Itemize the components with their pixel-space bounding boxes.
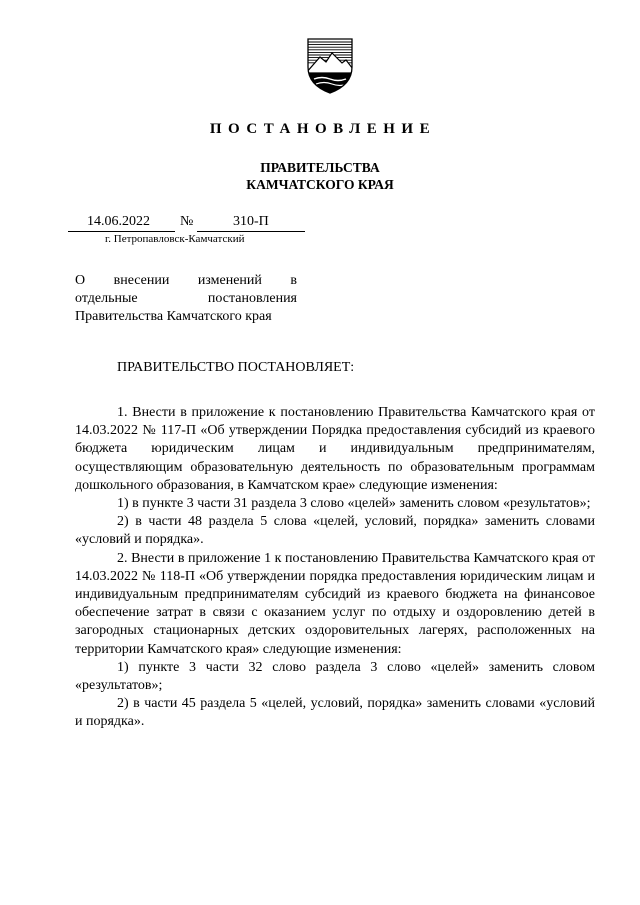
document-date: 14.06.2022 [87, 214, 150, 229]
document-number: 310-П [233, 214, 269, 229]
subject-line2: отдельные постановления [75, 291, 297, 306]
body-paragraph: 1. Внести в приложение к постановлению Правительства Камчатского края от 14.03.2022 № 117-П «Об утверждении Порядка предоставления субсидий из краевого бюджета юридическим лицам и индивидуальным предпринимателям, осуществляющим образовательную деятельность по образовательным программам дошкольного образования, в Камчатском крае» следующие изменения: [75, 405, 595, 493]
issuing-body-line1: ПРАВИТЕЛЬСТВА [260, 160, 380, 175]
number-underline [197, 231, 305, 232]
number-sign: № [180, 214, 194, 229]
document-title: ПОСТАНОВЛЕНИЕ [209, 121, 437, 137]
body-paragraph: 1) в пункте 3 части 31 раздела 3 слово «целей» заменить словом «результатов»; [117, 496, 591, 512]
date-underline [68, 231, 175, 232]
body-paragraph: 2. Внести в приложение 1 к постановлению Правительства Камчатского края от 14.03.2022 № 118-П «Об утверждении порядка предоставления юридическим лицам и индивидуальным предпринимателям субсидий из краевого бюджета на финансовое обеспечение затрат в связи с оказанием услуг по отдыху и оздоровлению детей в загородных стационарных детских оздоровительных лагерях, расположенных на территории Камчатского края» следующие изменения: [75, 550, 595, 657]
subject-line3: Правительства Камчатского края [75, 309, 272, 324]
issuing-body-line2: КАМЧАТСКОГО КРАЯ [246, 177, 394, 192]
city-label: г. Петропавловск-Камчатский [105, 233, 245, 245]
issuing-body [0, 159, 640, 193]
decree-heading: ПРАВИТЕЛЬСТВО ПОСТАНОВЛЯЕТ: [117, 360, 355, 375]
body-paragraph: 2) в части 45 раздела 5 «целей, условий, порядка» заменить словами «условий и порядка». [75, 696, 595, 730]
kamchatka-emblem-icon [298, 33, 362, 97]
body-paragraph: 1) пункте 3 части 32 слово раздела 3 слово «целей» заменить словом «результатов»; [75, 659, 595, 694]
document-body [75, 404, 595, 732]
body-paragraph: 2) в части 48 раздела 5 слова «целей, условий, порядка» заменить словами «условий и порядка». [75, 514, 595, 548]
subject-line1: О внесении изменений в [75, 273, 297, 288]
document-subject [75, 272, 297, 326]
